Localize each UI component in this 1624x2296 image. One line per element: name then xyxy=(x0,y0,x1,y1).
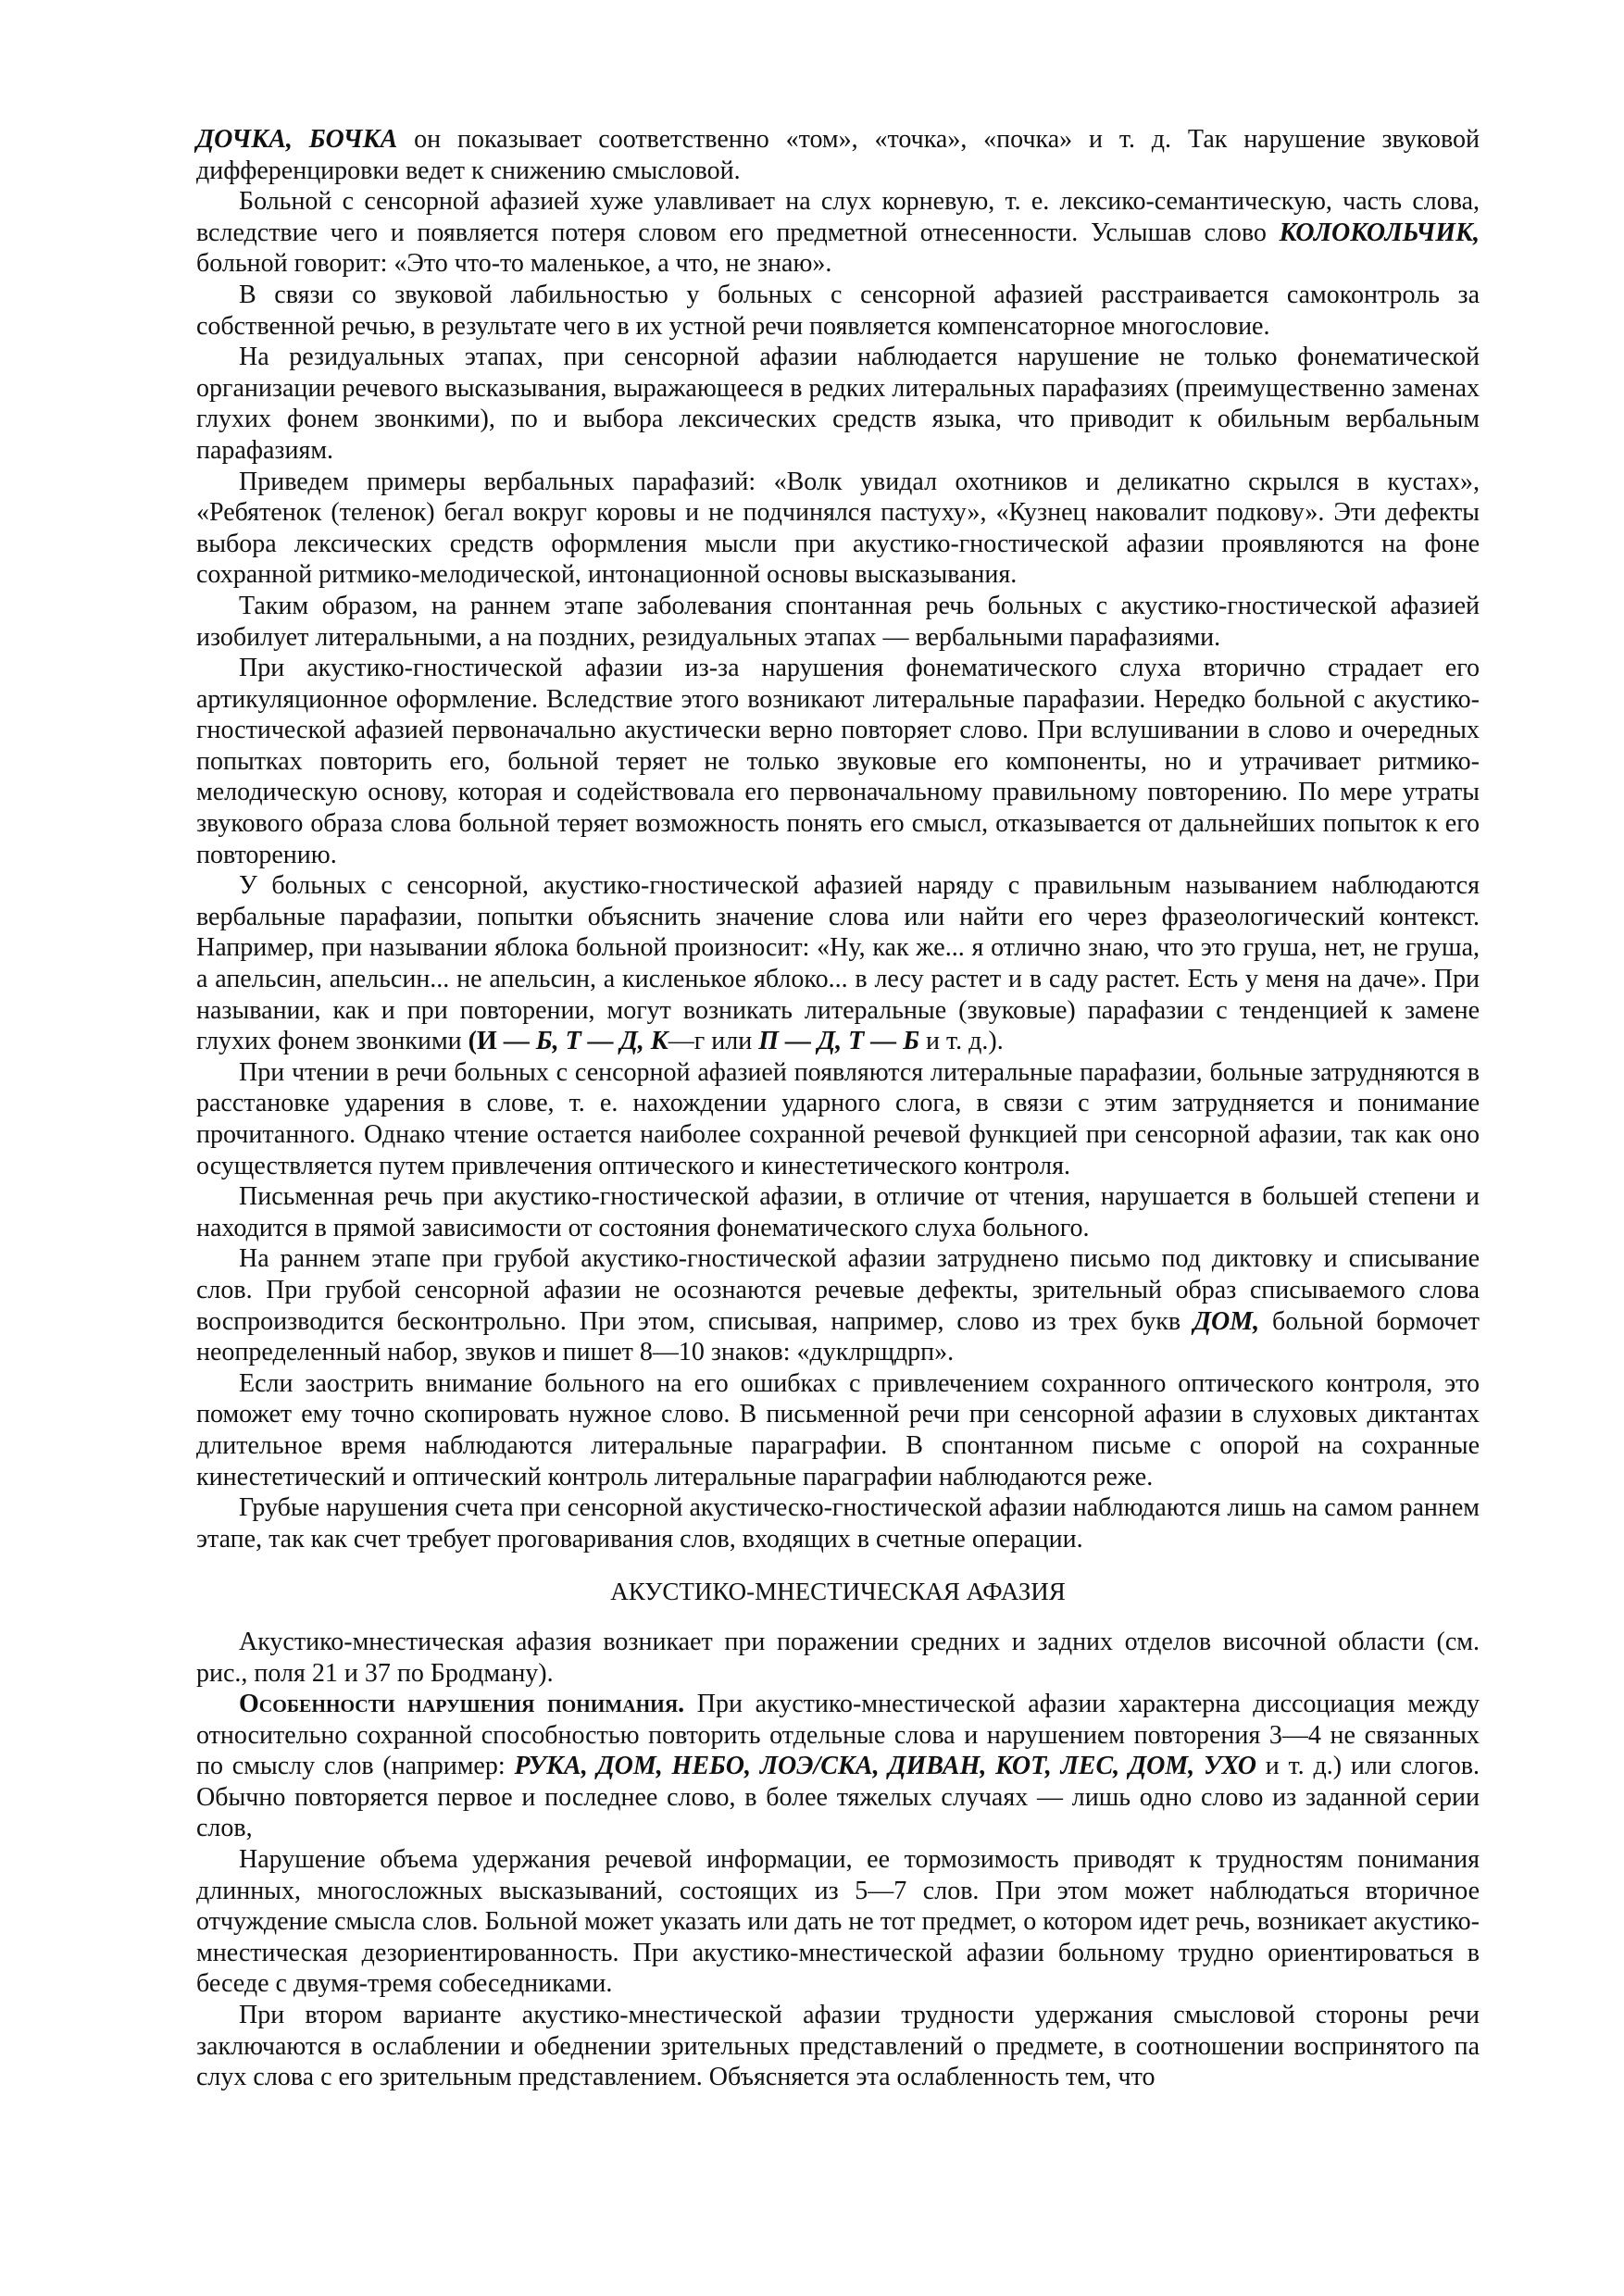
paragraph xyxy=(196,1844,1480,2000)
text-run: и т. д.). xyxy=(919,1027,1004,1056)
paragraph xyxy=(196,124,1480,186)
text-run: —г или xyxy=(668,1027,759,1056)
paragraph xyxy=(196,1181,1480,1243)
emphasized-text: Б, Т — Д, К xyxy=(535,1027,668,1056)
paragraph xyxy=(196,1492,1480,1554)
document-page xyxy=(196,124,1480,2093)
paragraph xyxy=(196,1243,1480,1367)
text-run: Грубые нарушения счета при сенсорной акустическо-гностической афазии наблюдаются лишь на самом раннем этапе, так как счет требует проговаривания слов, входящих в счетные операции. xyxy=(196,1493,1480,1554)
paragraph xyxy=(196,591,1480,653)
paragraph xyxy=(196,870,1480,1057)
text-run: Акустико-мнестическая афазия возникает при поражении средних и задних отделов височной области (см. рис., поля 21 и 37 по Бродману). xyxy=(196,1627,1480,1688)
text-run: На раннем этапе при грубой акустико-гностической афазии затруднено письмо под диктовку и списывание слов. При грубой сенсорной афазии не осознаются речевые дефекты, зрительный образ списываемого слова воспроизводится бесконтрольно. При этом, списывая, например, слово из трех букв xyxy=(196,1244,1480,1336)
paragraph xyxy=(196,342,1480,466)
section-heading xyxy=(196,1577,1480,1608)
text-run: При акустико-гностической афазии из-за нарушения фонематического слуха вторично страдает его артикуляционное оформление. Вследствие этого возникают литеральные парафазии. Нередко больной с акустико-гностической афазией первоначально акустически верно повторяет слово. При вслушивании в слово и очередных попытках повторить его, больной теряет не только звуковые его компоненты, но и утрачивает ритмико-мелодическую основу, которая и содействовала его первоначальному правильному повторению. По мере утраты звукового образа слова больной теряет возможность понять его смысл, отказывается от дальнейших попыток к его повторению. xyxy=(196,654,1480,869)
text-run: При акустико-мнестической афазии характерна диссоциация между относительно сохранной способностью повторить отдельные слова и нарушением повторения 3—4 не связанных по смыслу слов (например: xyxy=(196,1690,1480,1781)
text-run: Нарушение объема удержания речевой информации, ее тормозимость приводят к трудностям понимания длинных, многосложных высказываний, состоящих из 5—7 слов. При этом может наблюдаться вторичное отчуждение смысла слов. Больной может указать или дать не тот предмет, о котором идет речь, возникает акустико-мнестическая дезориентированность. При акустико-мнестической афазии больному трудно ориентироваться в беседе с двумя-тремя собеседниками. xyxy=(196,1845,1480,1999)
paragraph xyxy=(196,280,1480,342)
text-run: Письменная речь при акустико-гностической афазии, в отличие от чтения, нарушается в большей степени и находится в прямой зависимости от состояния фонематического слуха больного. xyxy=(196,1182,1480,1242)
paragraph xyxy=(196,1368,1480,1492)
text-run: При втором варианте акустико-мнестической афазии трудности удержания смысловой стороны речи заключаются в ослаблении и обеднении зрительных представлений о предмете, в соотношении воспринятого па слух слова с его зрительным представлением. Объясняется эта ослабленность тем, что xyxy=(196,2001,1480,2092)
text-run: В связи со звуковой лабильностью у больных с сенсорной афазией расстраивается самоконтроль за собственной речью, в результате чего в их устной речи появляется компенсаторное многословие. xyxy=(196,280,1480,341)
text-run: Если заострить внимание больного на его ошибках с привлечением сохранного оптического контроля, это поможет ему точно скопировать нужное слово. В письменной речи при сенсорной афазии в слуховых диктантах длительное время наблюдаются литеральные параграфии. В спонтанном письме с опорой на сохранные кинестетический и оптический контроль литеральные параграфии наблюдаются реже. xyxy=(196,1368,1480,1491)
emphasized-text: ДОМ, xyxy=(1193,1306,1260,1336)
paragraph xyxy=(196,1689,1480,1844)
text-run: Больной с сенсорной афазией хуже улавливает на слух корневую, т. е. лексико-семантическую, часть слова, вследствие чего и появляется потеря словом его предметной отнесенности. Услышав слово xyxy=(196,187,1480,247)
paragraph xyxy=(196,1627,1480,1689)
text-run: он показывает соответственно «том», «точка», «почка» и т. д. Так нарушение звуковой дифференцировки ведет к снижению смысловой. xyxy=(196,125,1480,185)
text-run: больной говорит: «Это что-то маленькое, а что, не знаю». xyxy=(196,249,832,279)
paragraph xyxy=(196,467,1480,591)
text-run: и т. д.) или слогов. Обычно повторяется первое и последнее слово, в более тяжелых случаях — лишь одно слово из заданной серии слов, xyxy=(196,1752,1480,1843)
paragraph xyxy=(196,1057,1480,1181)
text-run: На резидуальных этапах, при сенсорной афазии наблюдается нарушение не только фонематической организации речевого высказывания, выражающееся в редких литеральных парафазиях (преимущественно заменах глухих фонем звонкими), по и выбора лексических средств языка, что приводит к обильным вербальным парафазиям. xyxy=(196,343,1480,465)
text-run: Таким образом, на раннем этапе заболевания спонтанная речь больных с акустико-гностической афазией изобилует литеральными, а на поздних, резидуальных этапах — вербальными парафазиями. xyxy=(196,591,1480,652)
emphasized-text: Особенности нарушения понимания. xyxy=(239,1690,685,1719)
emphasized-text: (И — xyxy=(468,1027,536,1056)
paragraph xyxy=(196,186,1480,280)
emphasized-text: ДОЧКА, БОЧКА xyxy=(196,125,398,154)
paragraph xyxy=(196,2000,1480,2093)
paragraph xyxy=(196,653,1480,870)
text-run: АКУСТИКО-МНЕСТИЧЕСКАЯ АФАЗИЯ xyxy=(610,1578,1066,1606)
text-run: Приведем примеры вербальных парафазий: «Волк увидал охотников и деликатно скрылся в кустах», «Ребятенок (теленок) бегал вокруг коровы и не подчинялся пастуху», «Кузнец наковалит подкову». Эти дефекты выбора лексических средств оформления мысли при акустико-гностической афазии проявляются на фоне сохранной ритмико-мелодической, интонационной основы высказывания. xyxy=(196,467,1480,590)
text-run: При чтении в речи больных с сенсорной афазией появляются литеральные парафазии, больные затрудняются в расстановке ударения в слове, т. е. нахождении ударного слога, в связи с этим затрудняется и понимание прочитанного. Однако чтение остается наиболее сохранной речевой функцией при сенсорной афазии, так как оно осуществляется путем привлечения оптического и кинестетического контроля. xyxy=(196,1057,1480,1180)
emphasized-text: КОЛОКОЛЬЧИК, xyxy=(1279,218,1480,247)
text-run: больной бормочет неопределенный набор, звуков и пишет 8—10 знаков: «дуклрщдрп». xyxy=(196,1306,1480,1367)
text-run: У больных с сенсорной, акустико-гностической афазией наряду с правильным называнием наблюдаются вербальные парафазии, попытки объяснить значение слова или найти его через фразеологический контекст. Например, при назывании яблока больной произносит: «Ну, как же... я отлично знаю, что это груша, нет, не груша, а апельсин, апельсин... не апельсин, а кисленькое яблоко... в лесу растет и в саду растет. Есть у меня на даче». При назывании, как и при повторении, могут возникать литеральные (звуковые) парафазии с тенденцией к замене глухих фонем звонкими xyxy=(196,871,1480,1056)
emphasized-text: РУКА, ДОМ, НЕБО, ЛОЭ/СКА, ДИВАН, КОТ, ЛЕС, ДОМ, УХО xyxy=(514,1752,1256,1781)
emphasized-text: П — Д, Т — Б xyxy=(758,1027,920,1056)
